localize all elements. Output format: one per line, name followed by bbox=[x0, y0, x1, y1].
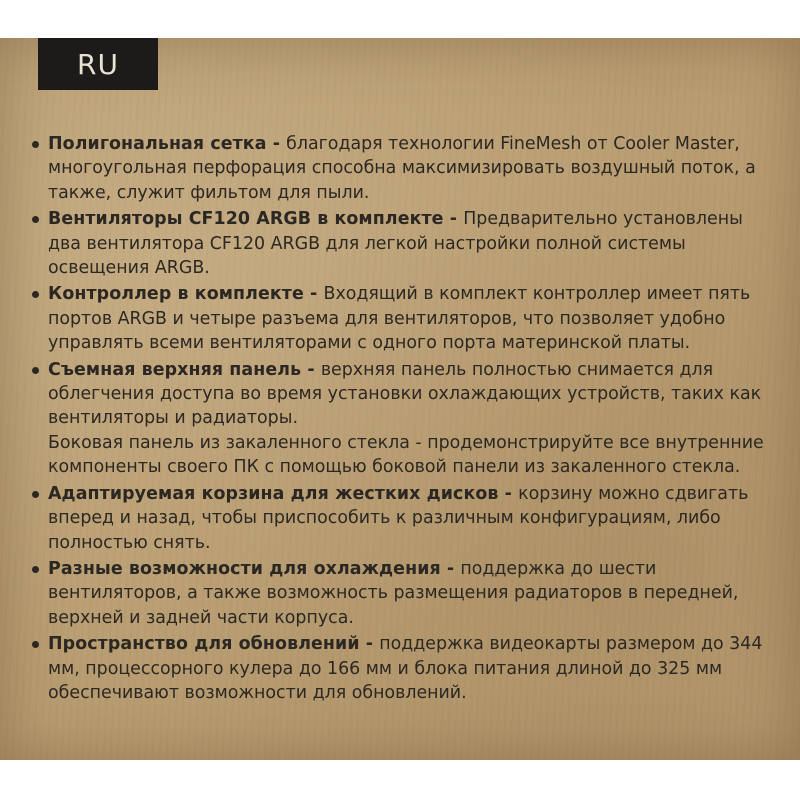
feature-extra-text: Боковая панель из закаленного стекла - продемонстрируйте все внутренние компоненты своего ПК с помощью боковой панели из закаленного стекла. bbox=[48, 432, 764, 478]
bullet-icon bbox=[32, 641, 39, 648]
feature-item-top-panel bbox=[30, 358, 770, 480]
feature-title: Контроллер в комплекте - bbox=[48, 284, 324, 305]
bullet-icon bbox=[32, 291, 39, 298]
feature-item-drive-cage bbox=[30, 482, 770, 555]
feature-text: поддержка видеокарты размером до 344 мм, процессорного кулера до 166 мм и блока питания длиной до 325 мм обеспечивают возможности для обновлений. bbox=[48, 634, 763, 703]
packaging-card bbox=[0, 38, 800, 760]
feature-title: Съемная верхняя панель - bbox=[48, 359, 321, 380]
feature-title: Разные возможности для охлаждения - bbox=[48, 558, 461, 579]
feature-list bbox=[30, 132, 770, 707]
feature-title: Полигональная сетка - bbox=[48, 134, 287, 154]
feature-item-polygonal-mesh bbox=[30, 132, 770, 205]
feature-text: поддержка до шести вентиляторов, а также возможность размещения радиаторов в передней, верхней и задней части корпуса. bbox=[48, 558, 739, 628]
feature-item-controller bbox=[30, 282, 770, 355]
language-badge-label: RU bbox=[77, 47, 119, 81]
bullet-icon bbox=[32, 216, 39, 223]
bullet-icon bbox=[32, 491, 39, 498]
feature-text: Входящий в комплект контроллер имеет пять портов ARGB и четыре разъема для вентиляторов, что позволяет удобно управлять всеми вентиляторами с одного порта материнской платы. bbox=[48, 284, 751, 354]
feature-item-fans bbox=[30, 207, 770, 280]
feature-text: верхняя панель полностью снимается для облегчения доступа во время установки охлаждающих устройств, таких как вентиляторы и радиаторы. bbox=[48, 359, 762, 429]
feature-item-cooling bbox=[30, 557, 770, 630]
bullet-icon bbox=[32, 367, 39, 374]
bullet-icon bbox=[32, 566, 39, 573]
feature-title: Вентиляторы CF120 ARGB в комплекте - bbox=[48, 209, 464, 230]
feature-title: Пространство для обновлений - bbox=[48, 634, 380, 655]
feature-item-upgrades bbox=[30, 632, 770, 705]
bullet-icon bbox=[32, 141, 39, 148]
feature-title: Адаптируемая корзина для жестких дисков - bbox=[48, 483, 519, 504]
feature-text: корзину можно сдвигать вперед и назад, чтобы приспособить к различным конфигурациям, либо полностью снять. bbox=[48, 483, 749, 553]
feature-text: Предварительно установлены два вентилятора CF120 ARGB для легкой настройки полной системы освещения ARGB. bbox=[48, 209, 743, 279]
language-badge bbox=[38, 38, 158, 90]
feature-text: благодаря технологии FineMesh от Cooler Master, многоугольная перфорация способна максимизировать воздушный поток, а также, служит фильтом для пыли. bbox=[48, 134, 756, 203]
